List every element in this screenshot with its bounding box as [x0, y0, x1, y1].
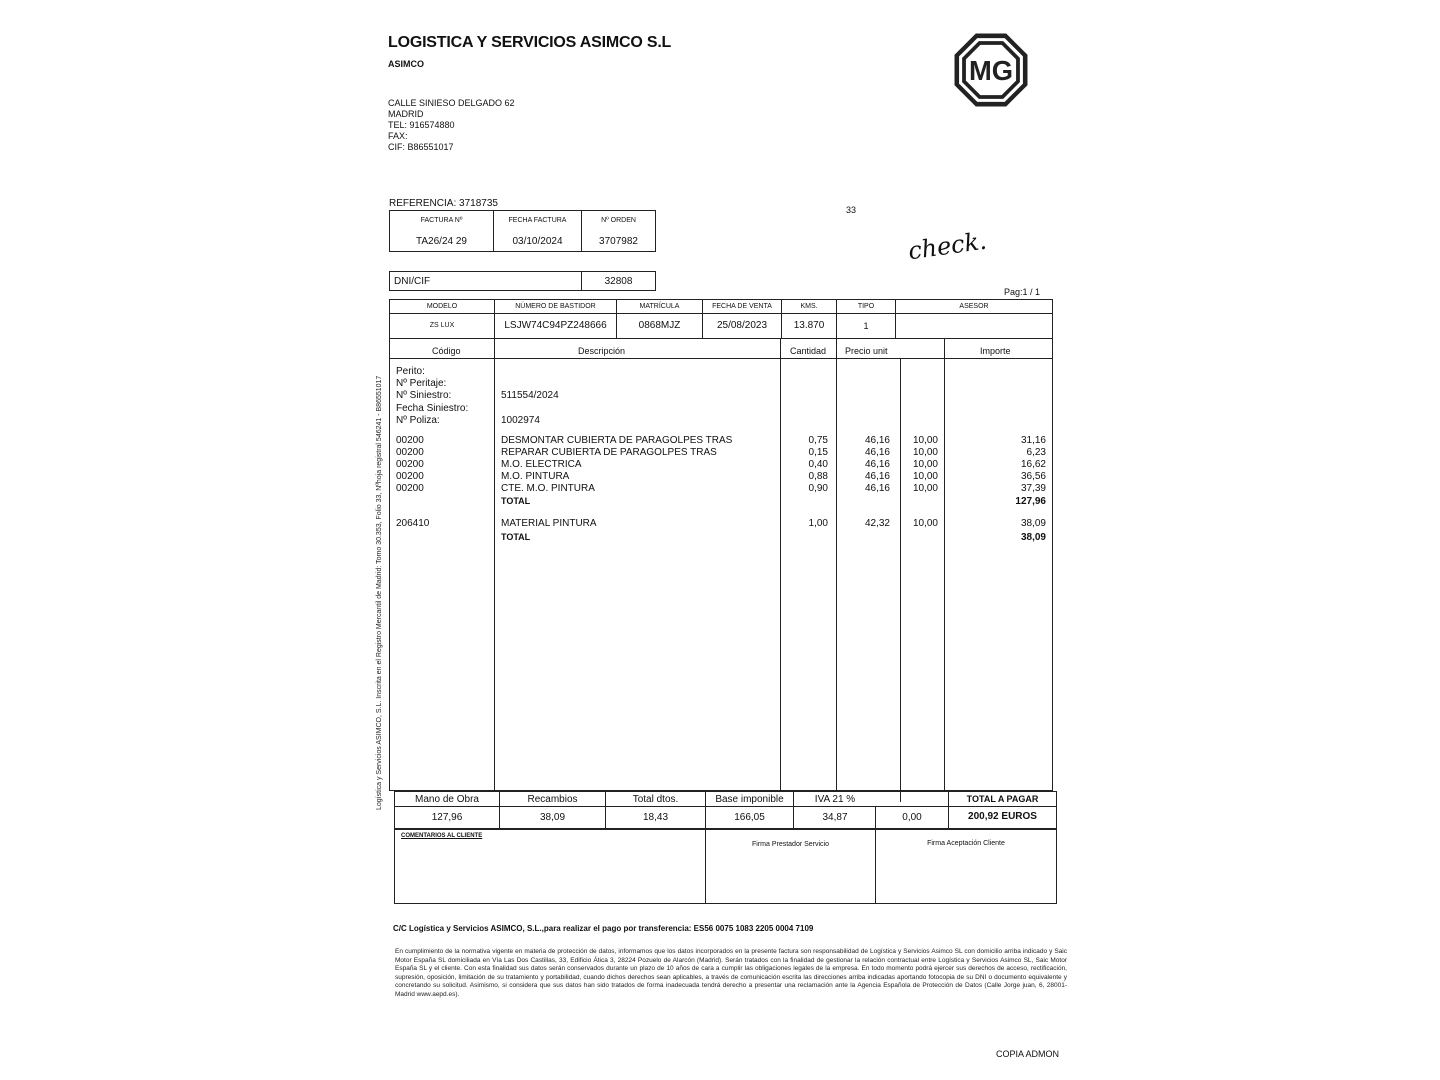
line-qty: 0,75 [808, 435, 828, 446]
total-other: 0,00 [902, 812, 922, 823]
company-short-name: ASIMCO [388, 59, 424, 69]
invoice-header-box [389, 210, 656, 252]
kms-value: 13.870 [793, 320, 825, 331]
material-total-label: TOTAL [501, 532, 531, 542]
claim-label-fecha-siniestro: Fecha Siniestro: [396, 403, 469, 414]
col-cantidad: Cantidad [790, 346, 827, 356]
claim-siniestro-value: 511554/2024 [501, 390, 559, 401]
total-a-pagar: 200,92 EUROS [968, 811, 1037, 822]
material-discount: 10,00 [912, 518, 938, 529]
label-tipo: TIPO [857, 303, 875, 310]
dni-label: DNI/CIF [394, 276, 431, 287]
label-iva: IVA 21 % [814, 794, 856, 805]
stray-number: 33 [846, 205, 857, 215]
labor-total-label: TOTAL [501, 496, 531, 506]
comments-box [394, 829, 1057, 904]
dni-box [389, 271, 656, 291]
col-codigo: Código [432, 346, 461, 356]
material-total-amount: 38,09 [1020, 532, 1046, 543]
copy-label: COPIA ADMON [996, 1049, 1060, 1059]
label-bastidor: NÚMERO DE BASTIDOR [515, 303, 596, 310]
address-city: MADRID [388, 109, 424, 119]
line-code: 00200 [396, 483, 424, 494]
col-precio: Precio unit [845, 346, 888, 356]
material-amount: 38,09 [1020, 518, 1046, 529]
label-asesor: ASESOR [959, 303, 989, 310]
payment-line: C/C Logística y Servicios ASIMCO, S.L.,para realizar el pago por transferencia: ES56 0075 1083 2205 0004 7109 [393, 924, 814, 933]
address-phone: TEL: 916574880 [388, 120, 455, 130]
line-description: REPARAR CUBIERTA DE PARAGOLPES TRAS [501, 447, 717, 458]
line-qty: 0,15 [808, 447, 828, 458]
claim-label-perito: Perito: [396, 366, 425, 377]
line-description: DESMONTAR CUBIERTA DE PARAGOLPES TRAS [501, 435, 733, 446]
side-registration-text: Logística y Servicios ASIMCO, S.L. Inscrita en el Registro Mercantil de Madrid: Tomo 30.353, Folio 33, Nºhoja registral 546241 - B86551017 [376, 375, 383, 810]
line-price: 46,16 [864, 471, 890, 482]
main-table [389, 299, 1053, 791]
label-fecha-venta: FECHA DE VENTA [712, 303, 772, 310]
matricula-value: 0868MJZ [638, 320, 681, 331]
line-discount: 10,00 [912, 459, 938, 470]
mg-logo-icon [953, 32, 1029, 108]
col-importe: Importe [980, 346, 1011, 356]
line-code: 00200 [396, 471, 424, 482]
signature-provider: Firma Prestador Servicio [751, 841, 830, 848]
label-mano-obra: Mano de Obra [415, 794, 479, 805]
orden-number: 3707982 [599, 236, 638, 247]
label-total-dtos: Total dtos. [632, 794, 679, 805]
handwritten-note: check. [906, 226, 989, 266]
dni-value: 32808 [604, 276, 633, 287]
line-discount: 10,00 [912, 483, 938, 494]
factura-number: TA26/24 29 [416, 236, 467, 247]
label-total-pagar: TOTAL A PAGAR [966, 794, 1039, 804]
line-description: M.O. ELECTRICA [501, 459, 582, 470]
labor-total-amount: 127,96 [1015, 496, 1046, 507]
bastidor-value: LSJW74C94PZ248666 [504, 320, 607, 331]
logo-text: MG [968, 54, 1014, 86]
line-discount: 10,00 [912, 471, 938, 482]
comments-label: COMENTARIOS AL CLIENTE [401, 833, 483, 839]
total-base-imponible: 166,05 [734, 812, 765, 823]
line-amount: 16,62 [1020, 459, 1046, 470]
line-qty: 0,40 [808, 459, 828, 470]
col-descripcion: Descripción [578, 346, 626, 356]
tipo-value: 1 [863, 321, 869, 331]
line-description: M.O. PINTURA [501, 471, 570, 482]
modelo-value: ZS LUX [429, 322, 455, 329]
signature-client: Firma Aceptación Cliente [927, 840, 1005, 847]
line-amount: 6,23 [1026, 447, 1046, 458]
company-name: LOGISTICA Y SERVICIOS ASIMCO S.L [388, 34, 672, 51]
line-discount: 10,00 [912, 447, 938, 458]
label-base-imponible: Base imponible [715, 794, 784, 805]
address-line: CALLE SINIESO DELGADO 62 [388, 98, 515, 108]
line-price: 46,16 [864, 435, 890, 446]
line-code: 00200 [396, 459, 424, 470]
page-number: Pag:1 / 1 [1004, 287, 1041, 297]
line-amount: 37,39 [1020, 483, 1046, 494]
totals-box [394, 791, 1057, 829]
material-qty: 1,00 [808, 518, 828, 529]
address-fax: FAX: [388, 131, 408, 141]
fecha-factura: 03/10/2024 [512, 236, 563, 247]
claim-label-siniestro: Nº Siniestro: [396, 390, 452, 401]
material-price: 42,32 [864, 518, 890, 529]
line-amount: 31,16 [1020, 435, 1046, 446]
fecha-venta-value: 25/08/2023 [716, 320, 768, 331]
line-code: 00200 [396, 435, 424, 446]
line-code: 00200 [396, 447, 424, 458]
material-description: MATERIAL PINTURA [501, 518, 597, 529]
line-qty: 0,90 [808, 483, 828, 494]
label-kms: KMS. [800, 303, 818, 310]
line-price: 46,16 [864, 459, 890, 470]
material-code: 206410 [396, 518, 430, 529]
line-qty: 0,88 [808, 471, 828, 482]
line-price: 46,16 [864, 483, 890, 494]
total-recambios: 38,09 [539, 812, 566, 823]
label-matricula: MATRÍCULA [639, 303, 680, 310]
referencia: REFERENCIA: 3718735 [389, 198, 498, 209]
total-dtos: 18,43 [642, 812, 669, 823]
label-orden: Nº ORDEN [601, 217, 636, 224]
claim-label-poliza: Nº Poliza: [396, 415, 440, 426]
legal-text: En cumplimiento de la normativa vigente en materia de protección de datos, informamos que los datos incorporados en la presente factura son responsabilidad de Logística y Servicios Asimco SL con domicilio arriba indicado y Saic Motor España SL domiciliada en Vía Las Dos Castillas, 33, Edificio Ática 3, 28224 Pozuelo de Alarcón (Madrid). Serán tratados con la finalidad de gestionar la relación contractual entre Logística y Servicios Asimco SL, Saic Motor España SL y el cliente. Con esta finalidad sus datos serán conservados durante un plazo de 10 años de cara a cumplir las obligaciones legales de la empresa. En todo momento podrá ejercer sus derechos de acceso, rectificación, supresión, oposición, limitación de su tratamiento y portabilidad, cuando dichos derechos sean aplicables, a través de comunicación escrita las direcciones arriba indicadas aportando fotocopia de su DNI o documento equivalente y concretando su solicitud. Asimismo, si considera que sus datos han sido tratados de forma inadecuada tendrá derecho a presentar una reclamación ante la Agencia Española de Protección de Datos (Calle Jorge juan, 6, 28001- Madrid www.aepd.es). [395, 948, 1067, 998]
line-price: 46,16 [864, 447, 890, 458]
claim-poliza-value: 1002974 [501, 415, 540, 426]
label-recambios: Recambios [527, 794, 578, 805]
line-description: CTE. M.O. PINTURA [501, 483, 595, 494]
label-modelo: MODELO [426, 303, 458, 310]
line-discount: 10,00 [912, 435, 938, 446]
claim-label-peritaje: Nº Peritaje: [396, 378, 447, 389]
total-mano-obra: 127,96 [431, 812, 463, 823]
total-iva: 34,87 [822, 812, 848, 823]
address-cif: CIF: B86551017 [388, 142, 454, 152]
label-factura: FACTURA Nº [420, 217, 463, 224]
label-fecha-factura: FECHA FACTURA [508, 217, 567, 224]
line-amount: 36,56 [1020, 471, 1046, 482]
